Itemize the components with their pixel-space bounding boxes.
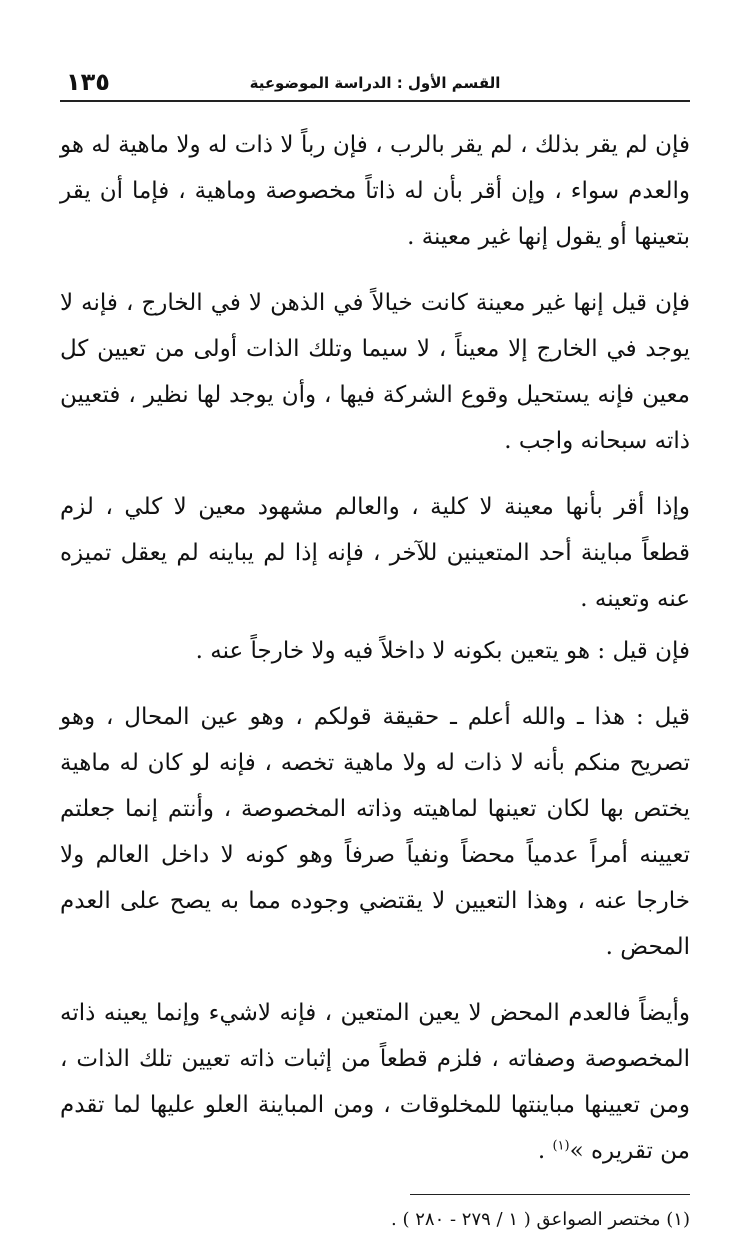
- paragraph-text: وأيضاً فالعدم المحض لا يعين المتعين ، فإنه لاشيء وإنما يعينه ذاته المخصوصة وصفاته ، فلزم قطعاً من إثبات ذاته تعيين تلك الذات ، ومن تعيينها مباينتها للمخلوقات ، ومن المباينة العلو عليها لما تقدم من تقريره »: [60, 1000, 690, 1164]
- paragraph: فإن قيل : هو يتعين بكونه لا داخلاً فيه ولا خارجاً عنه .: [195, 638, 690, 664]
- book-page: [60, 66, 690, 1235]
- footnote-reference: (١): [552, 1138, 570, 1154]
- paragraph: فإن قيل إنها غير معينة كانت خيالاً في الذهن لا في الخارج ، فإنه لا يوجد في الخارج إلا معيناً ، لا سيما وتلك الذات أولى من تعيين كل معين فإنه يستحيل وقوع الشركة فيها ، وأن يوجد لها نظير ، فتعيين ذاته سبحانه واجب .: [60, 290, 690, 454]
- paragraph: قيل : هذا ـ والله أعلم ـ حقيقة قولكم ، وهو عين المحال ، وهو تصريح منكم بأنه لا ذات له ولا ماهية تخصه ، فإنه لو كان له ماهية يختص بها لكان تعينها لماهيته وذاته المخصوصة ، وأنتم إنما جعلتم تعيينه أمراً عدمياً محضاً ونفياً صرفاً وهو كونه لا داخل العالم ولا خارجا عنه ، وهذا التعيين لا يقتضي وجوده مما به يصح على العدم المحض .: [60, 704, 690, 960]
- paragraph-last: [60, 990, 690, 1174]
- page-number: ١٣٥: [66, 68, 110, 96]
- page-header: [60, 66, 690, 102]
- footnote-divider: [410, 1194, 690, 1195]
- body-text: [60, 122, 690, 1174]
- paragraph: فإن لم يقر بذلك ، لم يقر بالرب ، فإن رباً لا ذات له ولا ماهية له هو والعدم سواء ، وإن أقر بأن له ذاتاً مخصوصة وماهية ، فإما أن يقر بتعينها أو يقول إنها غير معينة .: [60, 132, 691, 250]
- paragraph-tail: .: [537, 1138, 553, 1164]
- paragraph: وإذا أقر بأنها معينة لا كلية ، والعالم مشهود معين لا كلي ، لزم قطعاً مباينة أحد المتعينين للآخر ، فإنه إذا لم يباينه لم يعقل تميزه عنه وتعينه .: [60, 494, 690, 612]
- footnote: (١) مختصر الصواعق ( ١ / ٢٧٩ - ٢٨٠ ) .: [391, 1209, 690, 1230]
- running-title: القسم الأول : الدراسة الموضوعية: [249, 74, 501, 92]
